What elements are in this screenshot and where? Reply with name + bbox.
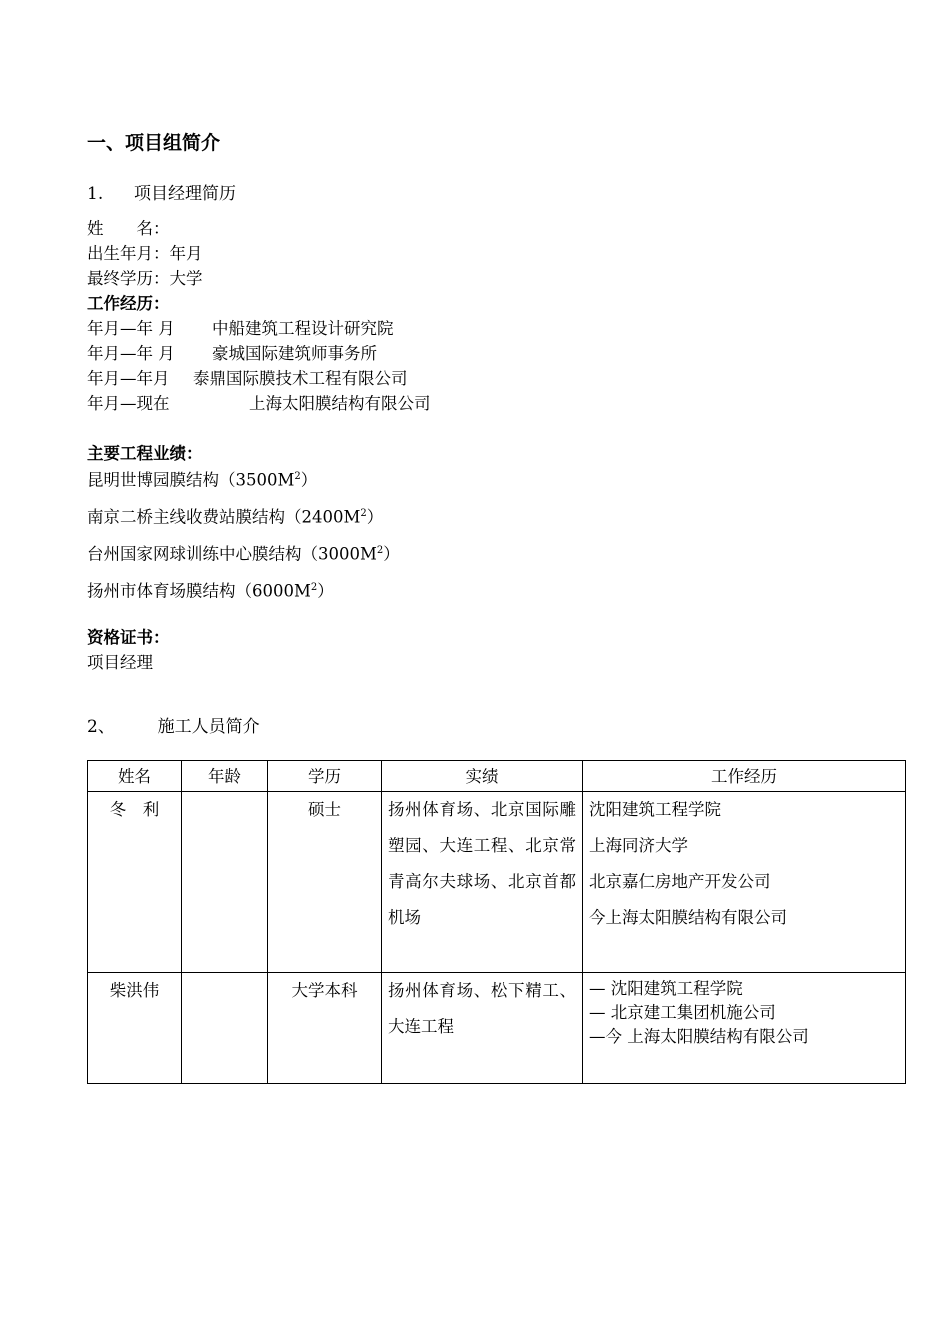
work-entry: 沈阳建筑工程学院 xyxy=(589,800,721,819)
work-history-item xyxy=(87,316,394,341)
work-entry: — 北京建工集团机施公司 xyxy=(589,1003,776,1022)
pm-work-label: 工作经历： xyxy=(87,294,170,313)
work-entry: — 沈阳建筑工程学院 xyxy=(589,979,743,998)
achievement-item xyxy=(87,464,317,493)
cell-education: 硕士 xyxy=(268,792,382,973)
work-entry: 上海同济大学 xyxy=(589,836,688,855)
achievement-item xyxy=(87,538,400,567)
cell-name: 柴洪伟 xyxy=(88,973,182,1084)
column-header-age: 年龄 xyxy=(182,761,268,792)
pm-achievements-label: 主要工程业绩： xyxy=(87,444,203,463)
achievement-item xyxy=(87,575,334,604)
achievement-text: 扬州市体育场膜结构（6000M xyxy=(87,581,311,601)
table-row xyxy=(88,973,906,1084)
work-history-item xyxy=(87,366,408,391)
work-period: 年月—年 月 xyxy=(87,344,175,363)
achievement-tail: ） xyxy=(317,581,334,601)
achievement-item xyxy=(87,501,383,530)
table-header-row xyxy=(88,761,906,792)
staff-heading xyxy=(87,712,260,737)
pm-cert-label: 资格证书： xyxy=(87,628,170,647)
work-period: 年月—现在 xyxy=(87,394,170,413)
pm-cert: 项目经理 xyxy=(87,653,153,672)
achievement-tail: ） xyxy=(366,507,384,527)
cell-work-history xyxy=(583,973,906,1084)
column-header-name: 姓名 xyxy=(88,761,182,792)
work-org: 泰鼎国际膜技术工程有限公司 xyxy=(193,369,408,388)
cell-age xyxy=(182,973,268,1084)
work-history-item xyxy=(87,341,377,366)
achievement-text: 台州国家网球训练中心膜结构（3000M xyxy=(87,544,377,564)
work-period: 年月—年月 xyxy=(87,369,170,388)
work-org: 豪城国际建筑师事务所 xyxy=(212,344,377,363)
achievement-sup: 2 xyxy=(376,545,384,556)
pm-birth: 出生年月：年月 xyxy=(87,244,203,263)
work-entry: 今上海太阳膜结构有限公司 xyxy=(589,908,787,927)
achievement-sup: 2 xyxy=(360,508,367,519)
pm-education: 最终学历：大学 xyxy=(87,269,203,288)
achievement-tail: ） xyxy=(300,470,318,490)
achievement-text: 南京二桥主线收费站膜结构（2400M xyxy=(87,507,361,527)
work-entry: —今 上海太阳膜结构有限公司 xyxy=(589,1027,809,1046)
staff-heading-text: 施工人员简介 xyxy=(157,717,260,737)
section-title: 一、项目组简介 xyxy=(87,132,221,154)
cell-achievements: 扬州体育场、松下精工、大连工程 xyxy=(382,973,583,1084)
cell-achievements: 扬州体育场、北京国际雕塑园、大连工程、北京常青高尔夫球场、北京首都机场 xyxy=(382,792,583,973)
column-header-work-history: 工作经历 xyxy=(583,761,906,792)
achievement-sup: 2 xyxy=(294,471,301,482)
pm-name-label: 姓 名： xyxy=(87,219,170,238)
achievement-sup: 2 xyxy=(310,582,318,593)
table-row xyxy=(88,792,906,973)
staff-table xyxy=(87,760,906,1084)
column-header-achievements: 实绩 xyxy=(382,761,583,792)
work-entry: 北京嘉仁房地产开发公司 xyxy=(589,872,771,891)
pm-heading-num: 1. xyxy=(87,184,104,204)
work-org: 中船建筑工程设计研究院 xyxy=(212,319,394,338)
pm-heading-text: 项目经理简历 xyxy=(134,184,237,204)
cell-name: 冬 利 xyxy=(88,792,182,973)
work-org: 上海太阳膜结构有限公司 xyxy=(249,394,431,413)
staff-heading-num: 2、 xyxy=(87,717,115,737)
work-period: 年月—年 月 xyxy=(87,319,175,338)
cell-work-history xyxy=(583,792,906,973)
cell-age xyxy=(182,792,268,973)
pm-heading xyxy=(87,179,236,204)
column-header-education: 学历 xyxy=(268,761,382,792)
achievement-tail: ） xyxy=(383,544,400,564)
work-history-item xyxy=(87,391,431,416)
achievement-text: 昆明世博园膜结构（3500M xyxy=(87,470,295,490)
cell-education: 大学本科 xyxy=(268,973,382,1084)
